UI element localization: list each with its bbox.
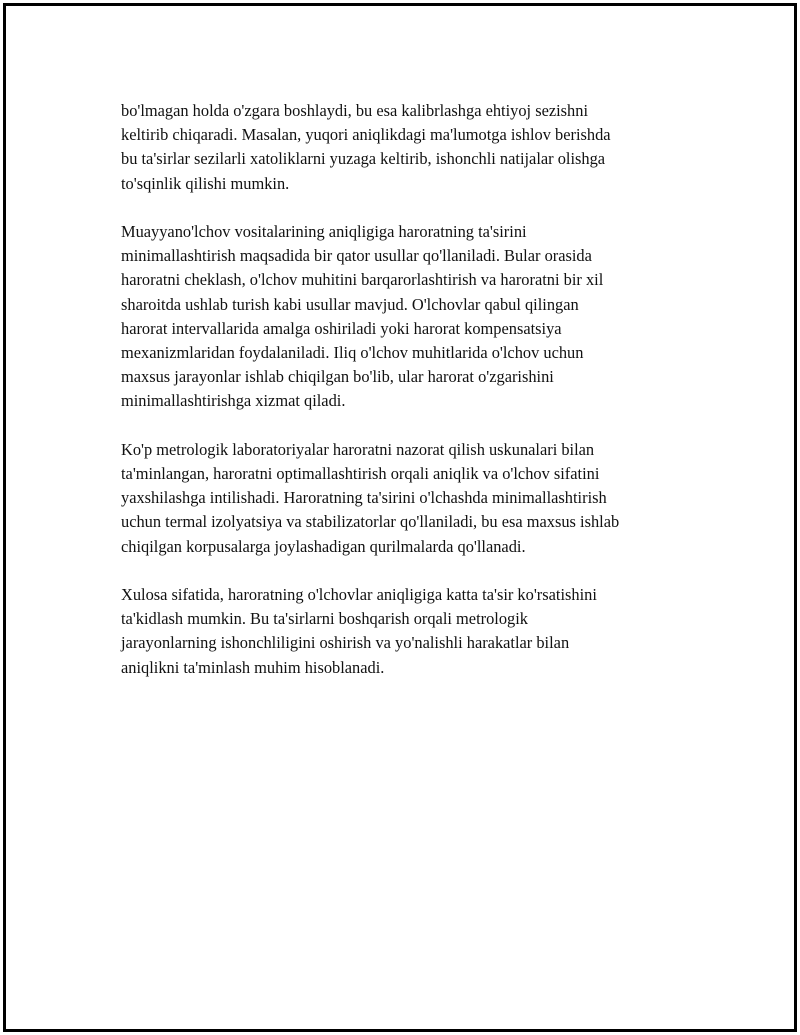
page-body-text <box>121 99 691 704</box>
page-frame <box>3 3 797 1032</box>
paragraph-1: bo'lmagan holda o'zgara boshlaydi, bu esa kalibrlashga ehtiyoj sezishni keltirib chiqaradi. Masalan, yuqori aniqlikdagi ma'lumotga ishlov berishda bu ta'sirlar sezilarli xatoliklarni yuzaga keltirib, ishonchli natijalar olishga to'sqinlik qilishi mumkin. <box>121 101 611 193</box>
paragraph-2: Muayyano'lchov vositalarining aniqligiga haroratning ta'sirini minimallashtirish maqsadida bir qator usullar qo'llaniladi. Bular orasida haroratni cheklash, o'lchov muhitini barqarorlashtirish va haroratni bir xil sharoitda ushlab turish kabi usullar mavjud. O'lchovlar qabul qilingan harorat intervallarida amalga oshiriladi yoki harorat kompensatsiya mexanizmlaridan foydalaniladi. Iliq o'lchov muhitlarida o'lchov uchun maxsus jarayonlar ishlab chiqilgan bo'lib, ular harorat o'zgarishini minimallashtirishga xizmat qiladi. <box>121 222 604 411</box>
paragraph-4: Xulosa sifatida, haroratning o'lchovlar aniqligiga katta ta'sir ko'rsatishini ta'kidlash mumkin. Bu ta'sirlarni boshqarish orqali metrologik jarayonlarning ishonchliligini oshirish va yo'nalishli harakatlar bilan aniqlikni ta'minlash muhim hisoblanadi. <box>121 585 597 677</box>
paragraph-3: Ko'p metrologik laboratoriyalar haroratni nazorat qilish uskunalari bilan ta'minlangan, haroratni optimallashtirish orqali aniqlik va o'lchov sifatini yaxshilashga intilishadi. Haroratning ta'sirini o'lchashda minimallashtirish uchun termal izolyatsiya va stabilizatorlar qo'llaniladi, bu esa maxsus ishlab chiqilgan korpusalarga joylashadigan qurilmalarda qo'llanadi. <box>121 439 620 556</box>
